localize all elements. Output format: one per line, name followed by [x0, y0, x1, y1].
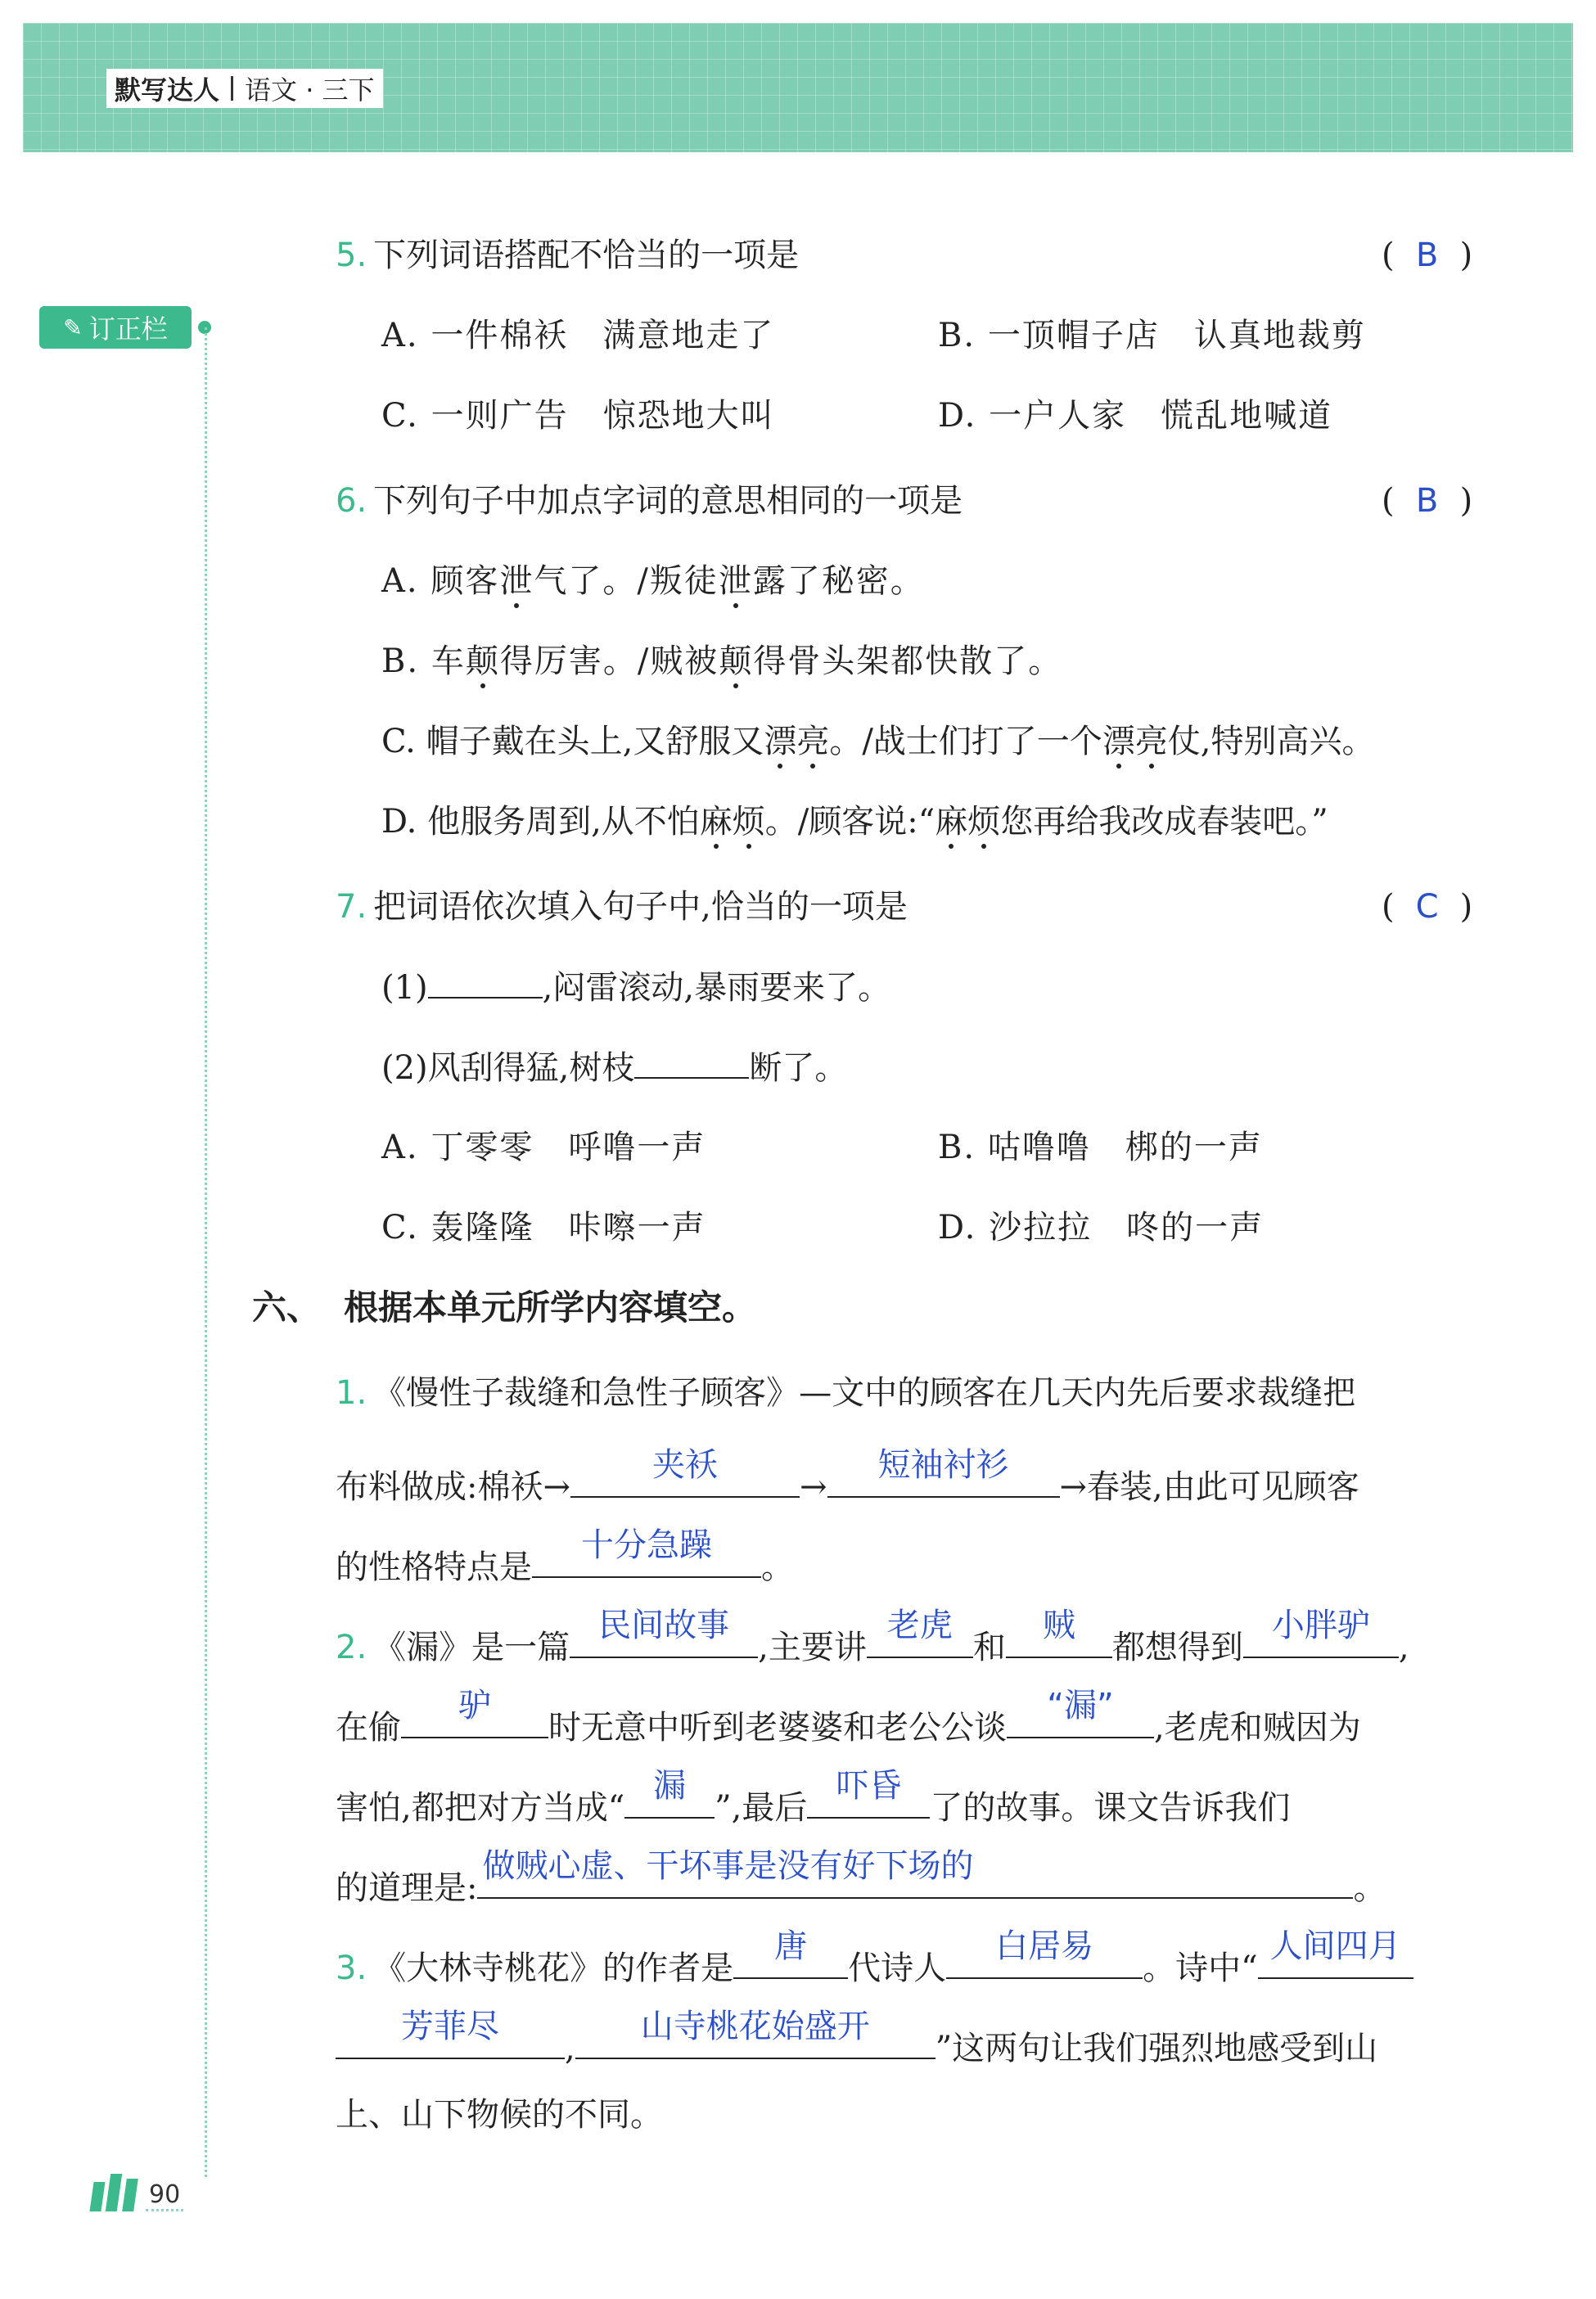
fill-1-line-2: 布料做成:棉袄→ 夹袄 → 短袖衬衫 →春装,由此可见顾客: [336, 1446, 1359, 1506]
sentence-2: (2)风刮得猛,树枝 断了。: [381, 1044, 847, 1091]
answer-blank[interactable]: 民间故事: [570, 1611, 758, 1658]
option-c: C. 帽子戴在头上,又舒服又漂亮。/战士们打了一个漂亮仗,特别高兴。: [381, 723, 1375, 760]
dotted-char: 颠: [719, 642, 754, 680]
section-title: 根据本单元所学内容填空。: [344, 1287, 757, 1328]
answer-blank[interactable]: 老虎: [867, 1611, 973, 1658]
question-number: 3.: [336, 1950, 367, 1987]
dotted-char: 麻: [699, 803, 733, 841]
answer-choice: B: [1415, 237, 1439, 274]
fill-3-line-1: 3. 《大林寺桃花》的作者是 唐 代诗人 白居易 。诗中“ 人间四月: [336, 1932, 1413, 1991]
question-number: 5.: [336, 237, 367, 274]
dotted-char: 漂: [1102, 723, 1135, 760]
option-a: A. 丁零零 呼噜一声: [381, 1129, 706, 1166]
page-footer: [92, 2174, 183, 2211]
answer-choice: C: [1415, 888, 1439, 926]
dotted-char: 泄: [718, 562, 753, 600]
answer-blank[interactable]: “漏”: [1007, 1691, 1154, 1738]
option-c: C. 一则广告 惊恐地大叫: [381, 397, 775, 435]
blank[interactable]: [634, 1044, 749, 1079]
answer-blank[interactable]: 十分急躁: [532, 1530, 761, 1578]
answer-bracket: ( B ): [1382, 478, 1472, 524]
answer-blank[interactable]: 贼: [1006, 1611, 1112, 1658]
question-number: 7.: [336, 888, 367, 926]
answer-blank[interactable]: 人间四月: [1258, 1932, 1413, 1979]
answer-bracket: ( C ): [1382, 884, 1472, 930]
dotted-char: 烦: [967, 803, 1001, 841]
dotted-char: 漂: [764, 723, 797, 760]
option-a: A. 一件棉袄 满意地走了: [381, 317, 775, 354]
dotted-char: 烦: [732, 803, 765, 841]
question-number: 1.: [336, 1374, 367, 1412]
dotted-char: 麻: [935, 803, 968, 841]
book-subject: 语文 · 三下: [245, 74, 375, 106]
question-stem: 下列词语搭配不恰当的一项是: [373, 237, 800, 274]
answer-blank[interactable]: 驴: [401, 1691, 548, 1738]
option-d: D. 沙拉拉 咚的一声: [938, 1209, 1265, 1246]
question-number: 2.: [336, 1629, 367, 1666]
question-6: [336, 478, 963, 524]
fill-1-line-3: 的性格特点是 十分急躁 。: [336, 1526, 794, 1586]
question-number: 6.: [336, 482, 367, 520]
fill-2-line-2: 在偷 驴 时无意中听到老婆婆和老公公谈 “漏” ,老虎和贼因为: [336, 1687, 1361, 1747]
answer-blank[interactable]: 山寺桃花始盛开: [575, 2012, 936, 2059]
sentence-1: (1) ,闷雷滚动,暴雨要来了。: [381, 964, 890, 1011]
books-icon: [92, 2174, 136, 2211]
dotted-char: 颠: [465, 642, 500, 680]
fill-3-line-2: 芳菲尽 , 山寺桃花始盛开 ”这两句让我们强烈地感受到山: [336, 2012, 1377, 2071]
correction-column-tag: [39, 306, 192, 349]
option-b: B. 一顶帽子店 认真地裁剪: [938, 317, 1366, 354]
page-number: 90: [146, 2180, 183, 2211]
correction-label: 订正栏: [88, 313, 168, 345]
answer-blank[interactable]: 夹袄: [570, 1450, 800, 1498]
question-stem: 下列句子中加点字词的意思相同的一项是: [373, 482, 963, 520]
fill-2-line-3: 害怕,都把对方当成“ 漏 ”,最后 吓昏 了的故事。课文告诉我们: [336, 1767, 1291, 1827]
answer-blank[interactable]: 唐: [733, 1932, 848, 1979]
answer-blank[interactable]: 芳菲尽: [336, 2012, 565, 2059]
dotted-char: 亮: [1134, 723, 1168, 760]
book-series: 默写达人: [115, 74, 220, 106]
pencil-icon: ✎: [63, 313, 83, 341]
fill-2-line-4: 的道理是: 做贼心虚、干坏事是没有好下场的 。: [336, 1847, 1386, 1907]
section-heading: [252, 1285, 756, 1331]
answer-blank[interactable]: 短袖衬衫: [827, 1450, 1060, 1498]
option-c: C. 轰隆隆 咔嚓一声: [381, 1209, 706, 1246]
answer-choice: B: [1415, 482, 1439, 520]
answer-blank[interactable]: 小胖驴: [1243, 1611, 1399, 1658]
option-b: B. 车颠得厉害。/贼被颠得骨头架都快散了。: [381, 642, 1063, 680]
option-d: D. 一户人家 慌乱地喊道: [938, 397, 1333, 435]
question-7: [336, 884, 908, 930]
dotted-char: 泄: [499, 562, 534, 600]
option-a: A. 顾客泄气了。/叛徒泄露了秘密。: [381, 562, 925, 600]
answer-blank[interactable]: 做贼心虚、干坏事是没有好下场的: [477, 1851, 1353, 1899]
section-number: 六、: [252, 1287, 322, 1328]
dotted-char: 亮: [796, 723, 830, 760]
header-label: [106, 69, 383, 108]
answer-blank[interactable]: 吓昏: [807, 1771, 930, 1819]
question-5: [336, 232, 799, 278]
fill-1-line-1: 1. 《慢性子裁缝和急性子顾客》—文中的顾客在几天内先后要求裁缝把: [336, 1374, 1356, 1412]
answer-bracket: ( B ): [1382, 232, 1472, 278]
fill-3-line-3: 上、山下物候的不同。: [336, 2096, 663, 2134]
correction-column-line: [205, 327, 207, 2177]
option-b: B. 咕噜噜 梆的一声: [938, 1129, 1263, 1166]
fill-2-line-1: 2. 《漏》是一篇 民间故事 ,主要讲 老虎 和 贼 都想得到 小胖驴 ,: [336, 1607, 1409, 1666]
option-d: D. 他服务周到,从不怕麻烦。/顾客说:“麻烦您再给我改成春装吧。”: [381, 803, 1328, 841]
header-divider: [231, 76, 233, 101]
question-stem: 把词语依次填入句子中,恰当的一项是: [373, 888, 908, 926]
answer-blank[interactable]: 漏: [624, 1771, 715, 1819]
blank[interactable]: [428, 964, 543, 998]
answer-blank[interactable]: 白居易: [946, 1932, 1143, 1979]
